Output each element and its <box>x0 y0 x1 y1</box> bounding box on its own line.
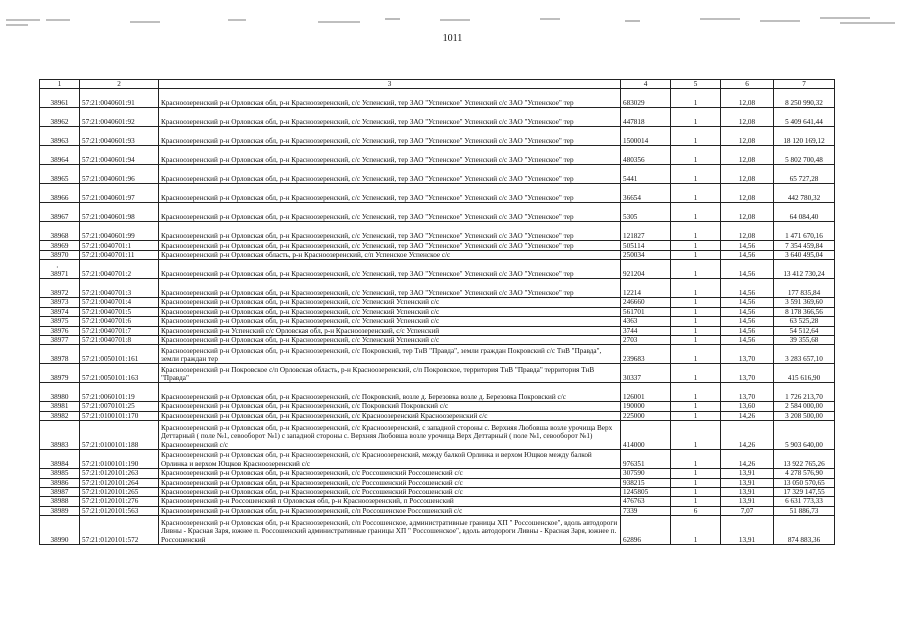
row-number: 38978 <box>40 345 80 364</box>
area-value: 225000 <box>621 411 671 420</box>
table-row <box>40 478 835 487</box>
cadastral-number: 57:21:0040601:98 <box>80 203 159 222</box>
cadastral-number: 57:21:0040601:93 <box>80 127 159 146</box>
area-value: 4363 <box>621 317 671 326</box>
quantity-value: 1 <box>671 516 721 545</box>
row-number: 38963 <box>40 127 80 146</box>
area-value: 7339 <box>621 506 671 515</box>
table-row <box>40 411 835 420</box>
table-row <box>40 402 835 411</box>
area-value: 976351 <box>621 450 671 469</box>
table-row <box>40 222 835 241</box>
rate-value: 13,91 <box>721 469 774 478</box>
column-header: 1 <box>40 80 80 89</box>
area-value: 126001 <box>621 383 671 402</box>
location-description: Красноозеренский р-н Орловская обл, р-н Красноозеренский, с/с Россошенский Россошенский с/с <box>159 488 621 497</box>
cadastral-value: 5 903 640,00 <box>774 421 835 450</box>
cadastral-number: 57:21:0040701:3 <box>80 279 159 298</box>
row-number: 38979 <box>40 364 80 383</box>
location-description: Красноозеренский р-н Орловская обл, р-н Красноозеренский, с/с Красноозеренский, с западной стороны с. Верхняя Любовша возле урочища Верх Деттарный ( поле №1, севооборот №1) с западной стороны с. Верхняя Любовша возле урочища Верх Деттарный ( поле №1, севооборот №1) Красноозеренский с/с <box>159 421 621 450</box>
cadastral-number: 57:21:0040701:6 <box>80 317 159 326</box>
location-description: Красноозеренский р-н Орловская обл, р-н Красноозеренский, с/с Успенский, тер ЗАО "Успенское" Успенский с/с ЗАО "Успенское" тер <box>159 108 621 127</box>
rate-value: 14,26 <box>721 421 774 450</box>
location-description: Красноозеренский р-н Орловская обл, р-н Красноозеренский, с/п Россошенское, административные границы ХП " Россошенское", вдоль автодороги Ливны - Красная Заря, южнее п. Россошенский административные границы ХП " Россошенское", вдоль автодороги Ливны - Красная Заря, южнее п. Россошенский <box>159 516 621 545</box>
table-row <box>40 421 835 450</box>
area-value: 250034 <box>621 251 671 260</box>
table-row <box>40 89 835 108</box>
location-description: Красноозеренский р-н Орловская обл, р-н Красноозеренский, с/с Успенский, тер ЗАО "Успенское" Успенский с/с ЗАО "Успенское" тер <box>159 203 621 222</box>
cadastral-number: 57:21:0050101:161 <box>80 345 159 364</box>
row-number: 38977 <box>40 336 80 345</box>
quantity-value: 1 <box>671 184 721 203</box>
table-row <box>40 383 835 402</box>
cadastral-value: 1 471 670,16 <box>774 222 835 241</box>
area-value: 190000 <box>621 402 671 411</box>
location-description: Красноозеренский р-н Орловская обл, р-н Красноозеренский, с/с Успенский, тер ЗАО "Успенское" Успенский с/с ЗАО "Успенское" тер <box>159 260 621 279</box>
quantity-value: 1 <box>671 89 721 108</box>
cadastral-value: 2 584 000,00 <box>774 402 835 411</box>
rate-value: 13,70 <box>721 364 774 383</box>
area-value: 505114 <box>621 241 671 251</box>
location-description: Красноозеренский р-н Орловская обл, р-н Красноозеренский, с/с Успенский Успенский с/с <box>159 298 621 307</box>
cadastral-value: 13 922 765,26 <box>774 450 835 469</box>
cadastral-value: 63 525,28 <box>774 317 835 326</box>
table-row <box>40 317 835 326</box>
table-row <box>40 516 835 545</box>
quantity-value: 1 <box>671 260 721 279</box>
page-number: 1011 <box>442 33 463 44</box>
column-header: 3 <box>159 80 621 89</box>
cadastral-number: 57:21:0100101:190 <box>80 450 159 469</box>
quantity-value: 1 <box>671 469 721 478</box>
rate-value: 12,08 <box>721 165 774 184</box>
row-number: 38967 <box>40 203 80 222</box>
row-number: 38970 <box>40 251 80 260</box>
table-row <box>40 203 835 222</box>
table-row <box>40 469 835 478</box>
cadastral-value: 17 329 147,55 <box>774 488 835 497</box>
cadastral-number: 57:21:0040701:7 <box>80 326 159 335</box>
cadastral-number: 57:21:0040701:8 <box>80 336 159 345</box>
area-value: 5305 <box>621 203 671 222</box>
cadastral-number: 57:21:0050101:163 <box>80 364 159 383</box>
quantity-value: 1 <box>671 108 721 127</box>
quantity-value: 1 <box>671 488 721 497</box>
location-description: Красноозеренский р-н Орловская обл, р-н Красноозеренский, с/с Успенский Успенский с/с <box>159 336 621 345</box>
cadastral-number: 57:21:0040601:91 <box>80 89 159 108</box>
rate-value: 14,56 <box>721 298 774 307</box>
cadastral-value: 177 835,84 <box>774 279 835 298</box>
location-description: Красноозеренский р-н Орловская обл, р-н Красноозеренский, с/с Успенский, тер ЗАО "Успенское" Успенский с/с ЗАО "Успенское" тер <box>159 89 621 108</box>
location-description: Красноозеренский р-н Орловская обл, р-н Красноозеренский, с/с Россошенский Россошенский с/с <box>159 469 621 478</box>
area-value: 30337 <box>621 364 671 383</box>
cadastral-value: 442 780,32 <box>774 184 835 203</box>
row-number: 38975 <box>40 317 80 326</box>
quantity-value: 1 <box>671 450 721 469</box>
cadastral-value: 3 640 495,04 <box>774 251 835 260</box>
table-row <box>40 260 835 279</box>
row-number: 38974 <box>40 307 80 316</box>
row-number: 38990 <box>40 516 80 545</box>
row-number: 38987 <box>40 488 80 497</box>
cadastral-number: 57:21:0120101:265 <box>80 488 159 497</box>
row-number: 38972 <box>40 279 80 298</box>
rate-value: 14,56 <box>721 241 774 251</box>
row-number: 38988 <box>40 497 80 506</box>
location-description: Красноозеренский р-н Орловская область, р-н Красноозеренский, с/п Успенское Успенское с/с <box>159 251 621 260</box>
row-number: 38985 <box>40 469 80 478</box>
rate-value: 13,60 <box>721 402 774 411</box>
location-description: Красноозеренский р-н Успенский с/с Орловская обл, р-н Красноозеренский, с/с Успенский <box>159 326 621 335</box>
cadastral-value: 1 726 213,70 <box>774 383 835 402</box>
cadastral-number: 57:21:0120101:264 <box>80 478 159 487</box>
cadastral-number: 57:21:0040701:5 <box>80 307 159 316</box>
area-value: 683029 <box>621 89 671 108</box>
rate-value: 13,91 <box>721 497 774 506</box>
cadastral-value: 18 120 169,12 <box>774 127 835 146</box>
quantity-value: 6 <box>671 506 721 515</box>
rate-value: 14,56 <box>721 326 774 335</box>
cadastral-value: 39 355,68 <box>774 336 835 345</box>
cadastral-number: 57:21:0100101:188 <box>80 421 159 450</box>
cadastral-value: 65 727,28 <box>774 165 835 184</box>
rate-value: 12,08 <box>721 108 774 127</box>
area-value: 239683 <box>621 345 671 364</box>
cadastral-value: 5 802 700,48 <box>774 146 835 165</box>
area-value: 938215 <box>621 478 671 487</box>
table-row <box>40 127 835 146</box>
table-row <box>40 146 835 165</box>
quantity-value: 1 <box>671 165 721 184</box>
quantity-value: 1 <box>671 127 721 146</box>
rate-value: 12,08 <box>721 203 774 222</box>
area-value: 62896 <box>621 516 671 545</box>
area-value: 414000 <box>621 421 671 450</box>
cadastral-number: 57:21:0120101:563 <box>80 506 159 515</box>
column-header: 5 <box>671 80 721 89</box>
rate-value: 14,56 <box>721 336 774 345</box>
area-value: 921204 <box>621 260 671 279</box>
table-row <box>40 241 835 251</box>
row-number: 38966 <box>40 184 80 203</box>
cadastral-number: 57:21:0040701:2 <box>80 260 159 279</box>
cadastral-number: 57:21:0100101:170 <box>80 411 159 420</box>
table-row <box>40 506 835 515</box>
area-value: 447818 <box>621 108 671 127</box>
table-row <box>40 108 835 127</box>
area-value: 1245805 <box>621 488 671 497</box>
cadastral-number: 57:21:0040701:11 <box>80 251 159 260</box>
quantity-value: 1 <box>671 345 721 364</box>
row-number: 38980 <box>40 383 80 402</box>
rate-value: 12,08 <box>721 146 774 165</box>
cadastral-value: 7 354 459,84 <box>774 241 835 251</box>
rate-value: 14,56 <box>721 251 774 260</box>
column-header: 7 <box>774 80 835 89</box>
cadastral-value: 3 208 500,00 <box>774 411 835 420</box>
area-value: 36654 <box>621 184 671 203</box>
table-row <box>40 345 835 364</box>
cadastral-value: 8 178 366,56 <box>774 307 835 316</box>
quantity-value: 1 <box>671 411 721 420</box>
cadastral-value: 415 616,90 <box>774 364 835 383</box>
quantity-value: 1 <box>671 497 721 506</box>
registry-table <box>39 79 835 545</box>
row-number: 38973 <box>40 298 80 307</box>
row-number: 38989 <box>40 506 80 515</box>
cadastral-number: 57:21:0040601:99 <box>80 222 159 241</box>
rate-value: 14,26 <box>721 450 774 469</box>
column-header: 2 <box>80 80 159 89</box>
cadastral-value: 54 512,64 <box>774 326 835 335</box>
rate-value: 13,91 <box>721 516 774 545</box>
cadastral-value: 13 050 570,65 <box>774 478 835 487</box>
rate-value: 12,08 <box>721 127 774 146</box>
location-description: Красноозеренский р-н Орловская обл, р-н Красноозеренский, с/с Россошенский Россошенский с/с <box>159 478 621 487</box>
location-description: Красноозеренский р-н Орловская обл, р-н Красноозеренский, с/с Покровский Покровский с/с <box>159 402 621 411</box>
table-row <box>40 336 835 345</box>
location-description: Красноозеренский р-н Покровское с/п Орловская область, р-н Красноозеренский, с/п Покровское, территория ТнВ "Правда" территория ТнВ "Правда" <box>159 364 621 383</box>
row-number: 38969 <box>40 241 80 251</box>
location-description: Красноозеренский р-н Орловская обл, р-н Красноозеренский, с/с Успенский, тер ЗАО "Успенское" Успенский с/с ЗАО "Успенское" тер <box>159 165 621 184</box>
cadastral-number: 57:21:0040701:1 <box>80 241 159 251</box>
rate-value: 14,56 <box>721 317 774 326</box>
cadastral-value: 3 283 657,10 <box>774 345 835 364</box>
quantity-value: 1 <box>671 336 721 345</box>
rate-value: 14,26 <box>721 411 774 420</box>
rate-value: 13,70 <box>721 345 774 364</box>
quantity-value: 1 <box>671 222 721 241</box>
row-number: 38965 <box>40 165 80 184</box>
rate-value: 13,70 <box>721 383 774 402</box>
table-row <box>40 165 835 184</box>
table-row <box>40 497 835 506</box>
row-number: 38982 <box>40 411 80 420</box>
rate-value: 12,08 <box>721 222 774 241</box>
table-row <box>40 251 835 260</box>
cadastral-number: 57:21:0060101:19 <box>80 383 159 402</box>
cadastral-value: 3 591 369,60 <box>774 298 835 307</box>
quantity-value: 1 <box>671 241 721 251</box>
quantity-value: 1 <box>671 478 721 487</box>
quantity-value: 1 <box>671 326 721 335</box>
area-value: 246660 <box>621 298 671 307</box>
row-number: 38964 <box>40 146 80 165</box>
row-number: 38962 <box>40 108 80 127</box>
area-value: 476763 <box>621 497 671 506</box>
location-description: Красноозеренский р-н Орловская обл, р-н Красноозеренский, с/с Красноозеренский, между балкой Орлинка и верхом Ющков между балкой Орлинка и верхом Ющков Красноозеренский с/с <box>159 450 621 469</box>
stray-mark: · <box>56 263 59 272</box>
location-description: Красноозеренский р-н Орловская обл, р-н Красноозеренский, с/с Успенский, тер ЗАО "Успенское" Успенский с/с ЗАО "Успенское" тер <box>159 127 621 146</box>
cadastral-value: 51 886,73 <box>774 506 835 515</box>
rate-value: 14,56 <box>721 260 774 279</box>
table-row <box>40 184 835 203</box>
table-header <box>40 80 835 89</box>
table-row <box>40 298 835 307</box>
cadastral-number: 57:21:0070101:25 <box>80 402 159 411</box>
cadastral-value: 5 409 641,44 <box>774 108 835 127</box>
table-row <box>40 450 835 469</box>
quantity-value: 1 <box>671 317 721 326</box>
location-description: Красноозеренский р-н Орловская обл, р-н Красноозеренский, с/с Успенский, тер ЗАО "Успенское" Успенский с/с ЗАО "Успенское" тер <box>159 222 621 241</box>
row-number: 38981 <box>40 402 80 411</box>
scan-artifact-strip <box>0 6 905 36</box>
quantity-value: 1 <box>671 383 721 402</box>
row-number: 38983 <box>40 421 80 450</box>
rate-value: 13,91 <box>721 478 774 487</box>
cadastral-number: 57:21:0040601:97 <box>80 184 159 203</box>
cadastral-value: 874 883,36 <box>774 516 835 545</box>
location-description: Красноозеренский р-н Орловская обл, р-н Красноозеренский, с/с Покровский, возле д. Березовка возле д. Березовка Покровский с/с <box>159 383 621 402</box>
table-row <box>40 326 835 335</box>
rate-value: 12,08 <box>721 89 774 108</box>
quantity-value: 1 <box>671 421 721 450</box>
row-number: 38986 <box>40 478 80 487</box>
cadastral-number: 57:21:0040601:94 <box>80 146 159 165</box>
area-value: 307590 <box>621 469 671 478</box>
quantity-value: 1 <box>671 298 721 307</box>
location-description: Красноозеренский р-н Орловская обл, р-н Красноозеренский, с/п Россошенское Россошенский с/с <box>159 506 621 515</box>
location-description: Красноозеренский р-н Орловская обл, р-н Красноозеренский, с/с Красноозеренский Красноозеренский с/с <box>159 411 621 420</box>
cadastral-number: 57:21:0120101:276 <box>80 497 159 506</box>
rate-value: 12,08 <box>721 184 774 203</box>
cadastral-value: 4 278 576,90 <box>774 469 835 478</box>
row-number: 38968 <box>40 222 80 241</box>
table-row <box>40 279 835 298</box>
cadastral-number: 57:21:0120101:263 <box>80 469 159 478</box>
rate-value: 7,07 <box>721 506 774 515</box>
quantity-value: 1 <box>671 307 721 316</box>
area-value: 3744 <box>621 326 671 335</box>
quantity-value: 1 <box>671 146 721 165</box>
cadastral-value: 64 084,40 <box>774 203 835 222</box>
area-value: 121827 <box>621 222 671 241</box>
quantity-value: 1 <box>671 279 721 298</box>
rate-value: 14,56 <box>721 279 774 298</box>
location-description: Красноозеренский р-н Орловская обл, р-н Красноозеренский, с/с Успенский, тер ЗАО "Успенское" Успенский с/с ЗАО "Успенское" тер <box>159 146 621 165</box>
table-body <box>40 89 835 545</box>
cadastral-value: 13 412 730,24 <box>774 260 835 279</box>
column-header: 6 <box>721 80 774 89</box>
cadastral-number: 57:21:0120101:572 <box>80 516 159 545</box>
area-value: 2703 <box>621 336 671 345</box>
area-value: 1500014 <box>621 127 671 146</box>
location-description: Красноозеренский р-н Россошенский п Орловская обл, р-н Красноозеренский, п Россошенский <box>159 497 621 506</box>
column-header: 4 <box>621 80 671 89</box>
row-number: 38961 <box>40 89 80 108</box>
table-row <box>40 364 835 383</box>
cadastral-number: 57:21:0040701:4 <box>80 298 159 307</box>
quantity-value: 1 <box>671 364 721 383</box>
location-description: Красноозеренский р-н Орловская обл, р-н Красноозеренский, с/с Успенский, тер ЗАО "Успенское" Успенский с/с ЗАО "Успенское" тер <box>159 184 621 203</box>
location-description: Красноозеренский р-н Орловская обл, р-н Красноозеренский, с/с Успенский, тер ЗАО "Успенское" Успенский с/с ЗАО "Успенское" тер <box>159 241 621 251</box>
location-description: Красноозеренский р-н Орловская обл, р-н Красноозеренский, с/с Успенский, тер ЗАО "Успенское" Успенский с/с ЗАО "Успенское" тер <box>159 279 621 298</box>
location-description: Красноозеренский р-н Орловская обл, р-н Красноозеренский, с/с Успенский Успенский с/с <box>159 317 621 326</box>
cadastral-value: 6 631 773,33 <box>774 497 835 506</box>
table-row <box>40 307 835 316</box>
row-number: 38976 <box>40 326 80 335</box>
quantity-value: 1 <box>671 402 721 411</box>
area-value: 480356 <box>621 146 671 165</box>
rate-value: 13,91 <box>721 488 774 497</box>
row-number: 38984 <box>40 450 80 469</box>
row-number: 38971 <box>40 260 80 279</box>
location-description: Красноозеренский р-н Орловская обл, р-н Красноозеренский, с/с Успенский Успенский с/с <box>159 307 621 316</box>
cadastral-value: 8 250 990,32 <box>774 89 835 108</box>
area-value: 5441 <box>621 165 671 184</box>
area-value: 561701 <box>621 307 671 316</box>
area-value: 12214 <box>621 279 671 298</box>
quantity-value: 1 <box>671 251 721 260</box>
rate-value: 14,56 <box>721 307 774 316</box>
quantity-value: 1 <box>671 203 721 222</box>
table-row <box>40 488 835 497</box>
cadastral-number: 57:21:0040601:96 <box>80 165 159 184</box>
location-description: Красноозеренский р-н Орловская обл, р-н Красноозеренский, с/с Покровский, тер ТнВ "Правда", земли граждан Покровский с/с ТнВ "Правда", земли граждан тер <box>159 345 621 364</box>
cadastral-number: 57:21:0040601:92 <box>80 108 159 127</box>
